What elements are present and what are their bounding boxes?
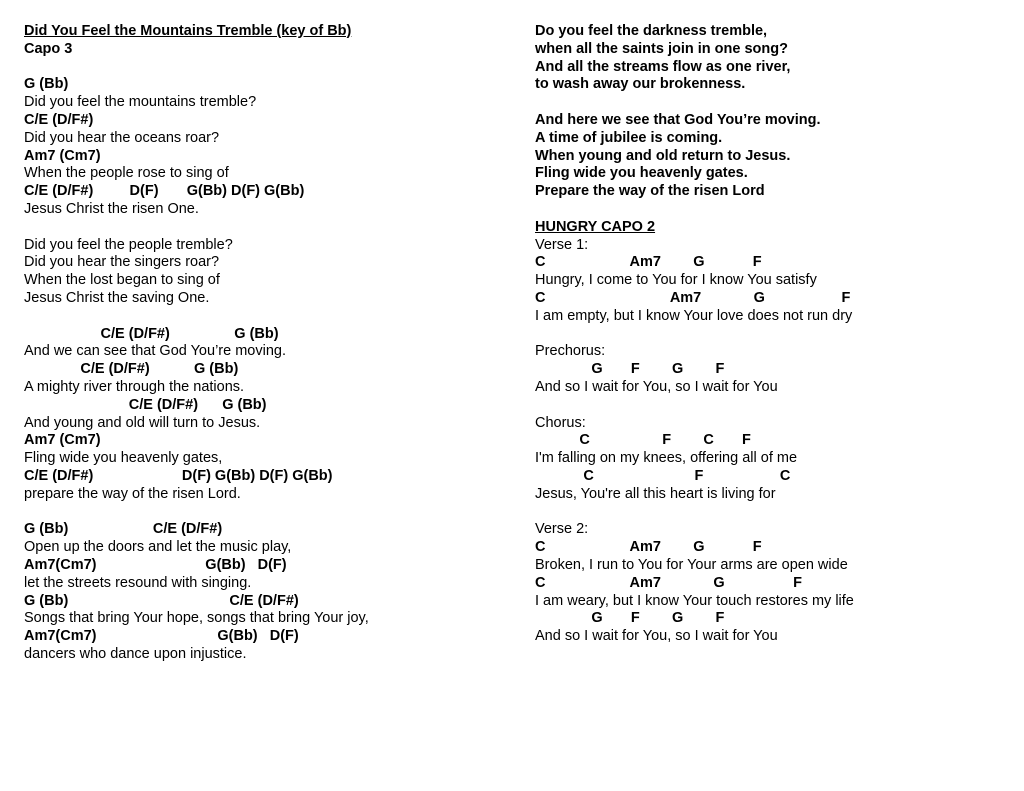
left-chord-line: G (Bb) xyxy=(24,76,69,93)
left-chord-line: C/E (D/F#) D(F) G(Bb) D(F) G(Bb) xyxy=(24,467,333,484)
right-lyric-line: I am empty, but I know Your love does not run dry xyxy=(535,307,853,324)
right-chord-line: G F G F xyxy=(535,361,725,378)
left-chord-line: G (Bb) C/E (D/F#) xyxy=(24,521,223,538)
right-blank-line xyxy=(535,397,1005,415)
right-chord-line: Do you feel the darkness tremble, xyxy=(535,23,768,39)
left-lyric-line: When the lost began to sing of xyxy=(24,272,220,289)
left-chord-line: C/E (D/F#) D(F) G(Bb) D(F) G(Bb) xyxy=(24,183,305,200)
right-chord-line: C Am7 G F xyxy=(535,289,851,306)
right-chord-line: A time of jubilee is coming. xyxy=(535,129,723,146)
left-lyric-line: Jesus Christ the saving One. xyxy=(24,289,210,306)
right-lyric-line: Prechorus: xyxy=(535,343,606,360)
left-lyric-line: Did you hear the singers roar? xyxy=(24,254,220,271)
left-lyric-line: Jesus Christ the risen One. xyxy=(24,200,199,217)
left-blank-line xyxy=(24,219,494,237)
right-chord-line: when all the saints join in one song? xyxy=(535,40,788,57)
left-chord-line: Am7 (Cm7) xyxy=(24,147,101,164)
left-chord-line: Am7(Cm7) G(Bb) D(F) xyxy=(24,556,287,573)
left-lyric-line: Did you feel the mountains tremble? xyxy=(24,94,257,111)
left-lyric-line: Songs that bring Your hope, songs that bring Your joy, xyxy=(24,610,369,627)
left-lyric-line: prepare the way of the risen Lord. xyxy=(24,485,241,502)
right-chord-line: C F C F xyxy=(535,432,751,449)
right-chord-line: C Am7 G F xyxy=(535,539,762,556)
left-chord-line: C/E (D/F#) G (Bb) xyxy=(24,361,239,378)
right-chord-line: C Am7 G F xyxy=(535,254,762,271)
left-lyric-line: let the streets resound with singing. xyxy=(24,574,252,591)
left-column xyxy=(24,23,494,664)
right-lyric-line: Verse 1: xyxy=(535,236,589,253)
right-blank-line xyxy=(535,94,1005,112)
left-chord-line: Am7 (Cm7) xyxy=(24,432,101,449)
right-chord-line: When young and old return to Jesus. xyxy=(535,147,791,164)
right-chord-line: Prepare the way of the risen Lord xyxy=(535,183,765,200)
left-lyric-line: And young and old will turn to Jesus. xyxy=(24,414,261,431)
right-lyric-line: Verse 2: xyxy=(535,521,589,538)
right-lyric-line: Broken, I run to You for Your arms are open wide xyxy=(535,556,848,573)
right-chord-line: C Am7 G F xyxy=(535,574,802,591)
left-blank-line xyxy=(24,504,494,522)
left-lyric-line: Did you feel the people tremble? xyxy=(24,236,233,253)
right-lyric-line: And so I wait for You, so I wait for You xyxy=(535,378,778,395)
right-blank-line xyxy=(535,504,1005,522)
left-lyric-line: And we can see that God You’re moving. xyxy=(24,343,286,360)
left-lyric-line: dancers who dance upon injustice. xyxy=(24,645,247,662)
right-column xyxy=(535,23,1005,646)
right-chord-line: And here we see that God You’re moving. xyxy=(535,111,821,128)
right-chord-line: G F G F xyxy=(535,610,725,627)
right-blank-line xyxy=(535,201,1005,219)
right-lyric-line: Chorus: xyxy=(535,414,586,431)
left-song-title: Did You Feel the Mountains Tremble (key of Bb) xyxy=(24,23,352,39)
right-song-title: HUNGRY CAPO 2 xyxy=(535,218,656,235)
right-chord-line: And all the streams flow as one river, xyxy=(535,58,791,75)
left-lyric-line: A mighty river through the nations. xyxy=(24,378,245,395)
left-chord-line: Capo 3 xyxy=(24,40,73,57)
right-chord-line: to wash away our brokenness. xyxy=(535,76,746,93)
left-chord-line: C/E (D/F#) G (Bb) xyxy=(24,396,267,413)
left-lyric-line: Open up the doors and let the music play, xyxy=(24,539,292,556)
left-chord-line: G (Bb) C/E (D/F#) xyxy=(24,592,299,609)
left-blank-line xyxy=(24,59,494,77)
right-lyric-line: I'm falling on my knees, offering all of me xyxy=(535,450,798,467)
right-chord-line: Fling wide you heavenly gates. xyxy=(535,165,748,182)
right-lyric-line: Hungry, I come to You for I know You satisfy xyxy=(535,272,817,289)
left-chord-line: C/E (D/F#) xyxy=(24,111,94,128)
right-blank-line xyxy=(535,326,1005,344)
right-lyric-line: I am weary, but I know Your touch restores my life xyxy=(535,592,854,609)
left-chord-line: C/E (D/F#) G (Bb) xyxy=(24,325,279,342)
left-lyric-line: When the people rose to sing of xyxy=(24,165,229,182)
left-lyric-line: Fling wide you heavenly gates, xyxy=(24,450,223,467)
left-chord-line: Am7(Cm7) G(Bb) D(F) xyxy=(24,628,299,645)
right-lyric-line: And so I wait for You, so I wait for You xyxy=(535,628,778,645)
left-blank-line xyxy=(24,308,494,326)
right-chord-line: C F C xyxy=(535,467,791,484)
left-lyric-line: Did you hear the oceans roar? xyxy=(24,129,220,146)
right-lyric-line: Jesus, You're all this heart is living for xyxy=(535,485,776,502)
